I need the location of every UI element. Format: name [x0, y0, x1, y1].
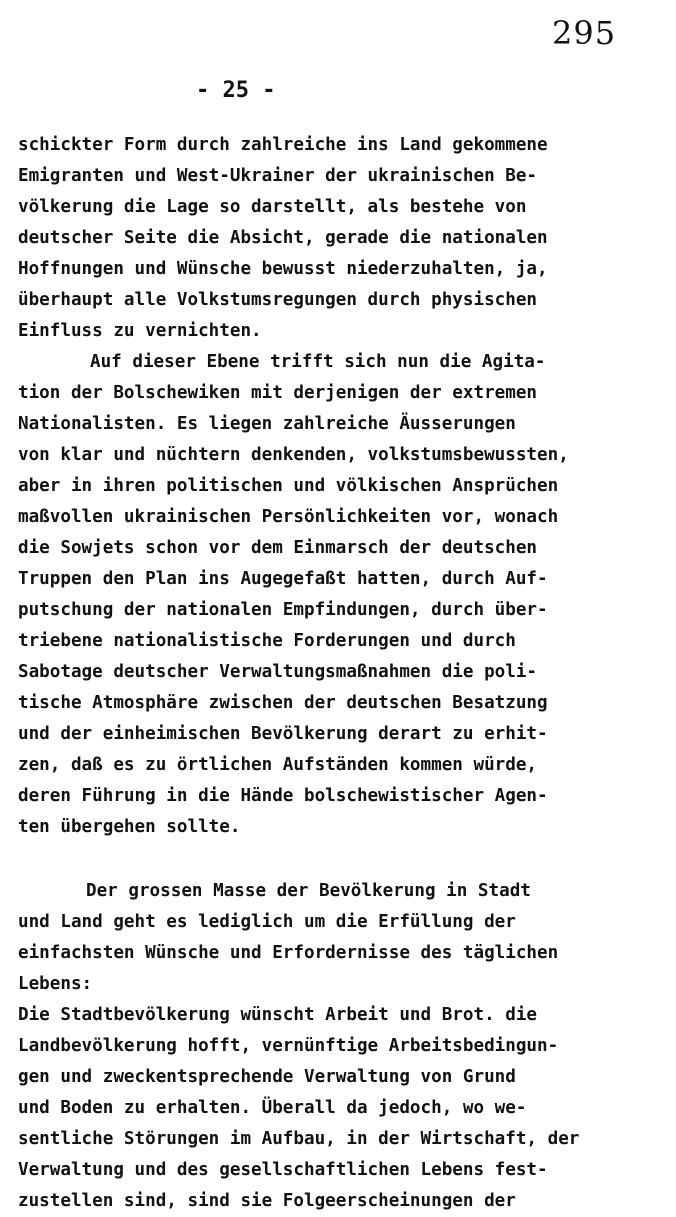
- text-line: tion der Bolschewiken mit derjenigen der extremen: [18, 383, 538, 403]
- text-line: aber in ihren politischen und völkischen Ansprüchen: [18, 476, 559, 496]
- text-line: zen, daß es zu örtlichen Aufständen kommen würde,: [18, 755, 538, 775]
- text-line: zustellen sind, sind sie Folgeerscheinungen der: [18, 1191, 516, 1211]
- text-line: Truppen den Plan ins Augegefaßt hatten, durch Auf-: [18, 569, 548, 589]
- text-line: Nationalisten. Es liegen zahlreiche Äusserungen: [18, 414, 516, 434]
- archive-page-number: 295: [552, 14, 617, 52]
- text-line: und der einheimischen Bevölkerung derart zu erhit-: [18, 724, 548, 744]
- text-line: Die Stadtbevölkerung wünscht Arbeit und Brot. die: [18, 1005, 538, 1025]
- paragraph-gap: [18, 843, 664, 876]
- text-line: ten übergehen sollte.: [18, 817, 241, 837]
- text-line: Landbevölkerung hofft, vernünftige Arbeitsbedingun-: [18, 1036, 559, 1056]
- text-line: einfachsten Wünsche und Erfordernisse des täglichen: [18, 943, 559, 963]
- body-text: [18, 130, 664, 1217]
- text-line: völkerung die Lage so darstellt, als bestehe von: [18, 197, 527, 217]
- text-line: schickter Form durch zahlreiche ins Land gekommene: [18, 135, 548, 155]
- text-line: deutscher Seite die Absicht, gerade die nationalen: [18, 228, 548, 248]
- text-line: gen und zweckentsprechende Verwaltung von Grund: [18, 1067, 516, 1087]
- text-line: triebene nationalistische Forderungen und durch: [18, 631, 516, 651]
- text-line: Auf dieser Ebene trifft sich nun die Agita-: [90, 352, 546, 372]
- text-line: und Boden zu erhalten. Überall da jedoch, wo we-: [18, 1098, 527, 1118]
- text-line: Einfluss zu vernichten.: [18, 321, 262, 341]
- text-line: Hoffnungen und Wünsche bewusst niederzuhalten, ja,: [18, 259, 548, 279]
- text-line: von klar und nüchtern denkenden, volkstumsbewussten,: [18, 445, 569, 465]
- text-line: Sabotage deutscher Verwaltungsmaßnahmen die poli-: [18, 662, 538, 682]
- text-line: tische Atmosphäre zwischen der deutschen Besatzung: [18, 693, 548, 713]
- text-line: Emigranten und West-Ukrainer der ukrainischen Be-: [18, 166, 538, 186]
- text-line: deren Führung in die Hände bolschewistischer Agen-: [18, 786, 548, 806]
- text-line: überhaupt alle Volkstumsregungen durch physischen: [18, 290, 538, 310]
- text-line: maßvollen ukrainischen Persönlichkeiten vor, wonach: [18, 507, 559, 527]
- text-line: Der grossen Masse der Bevölkerung in Stadt: [86, 881, 531, 901]
- text-line: Lebens:: [18, 974, 93, 994]
- text-line: putschung der nationalen Empfindungen, durch über-: [18, 600, 548, 620]
- text-line: Verwaltung und des gesellschaftlichen Lebens fest-: [18, 1160, 548, 1180]
- typed-page-marker: - 25 -: [196, 78, 276, 103]
- text-line-edited: und Land geht es lediglich um die Erfüllung der: [18, 912, 516, 932]
- text-line: die Sowjets schon vor dem Einmarsch der deutschen: [18, 538, 538, 558]
- text-line: sentliche Störungen im Aufbau, in der Wirtschaft, der: [18, 1129, 580, 1149]
